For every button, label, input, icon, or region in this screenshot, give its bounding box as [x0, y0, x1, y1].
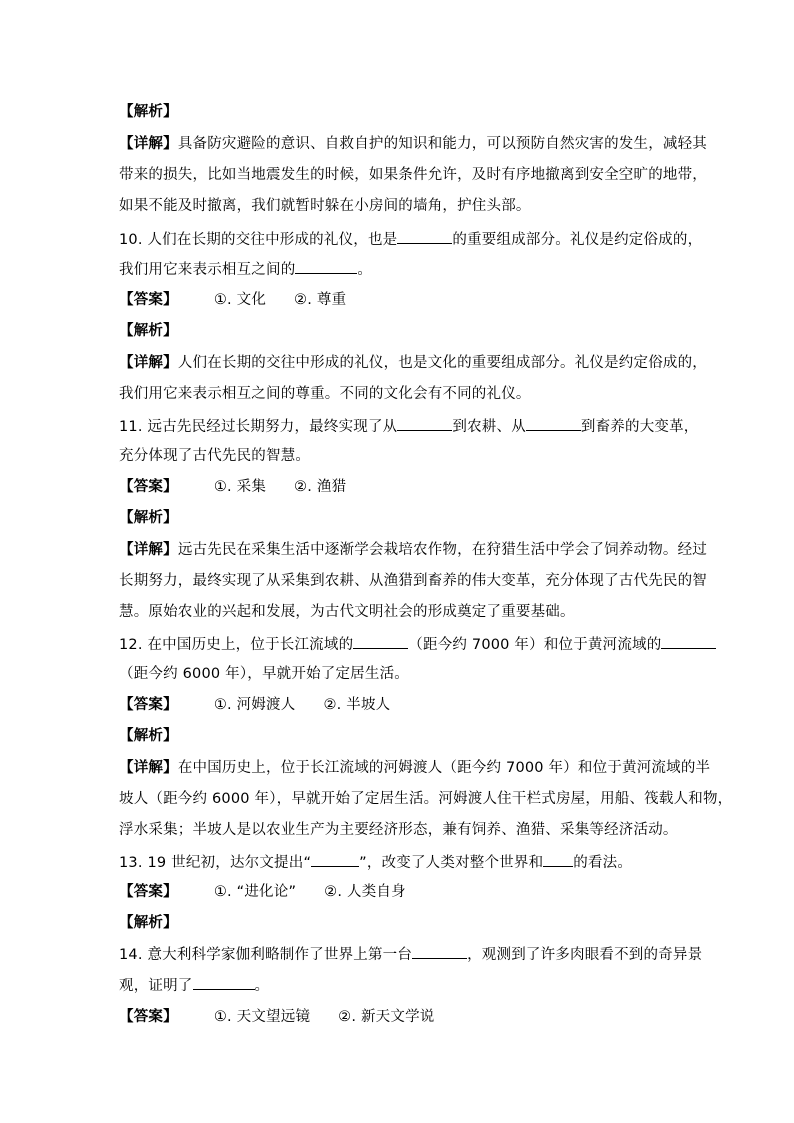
- question-text: 观，证明了: [119, 978, 193, 994]
- question-text: 19 世纪初，达尔文提出“: [147, 855, 312, 871]
- detail-text: 坡人（距今约 6000 年），早就开始了定居生活。河姆渡人住干栏式房屋，用船、筏载人和物，: [119, 791, 733, 807]
- question-text: 的看法。: [573, 855, 633, 871]
- answer-mark: ①.: [213, 292, 232, 308]
- question-10-line-2: [119, 259, 679, 280]
- analysis-heading-13: [119, 913, 679, 933]
- answer-blank: [526, 416, 581, 431]
- question-12-line-2: [119, 664, 679, 684]
- answer-12: [119, 695, 679, 715]
- question-text: ，观测到了许多肉眼看不到的奇异景: [467, 947, 703, 963]
- question-10-line-1: [119, 229, 703, 250]
- question-number: 10.: [119, 232, 143, 248]
- answer-blank: [397, 416, 452, 431]
- analysis-label: 【解析】: [119, 915, 178, 931]
- answer-label: 【答案】: [119, 884, 178, 900]
- analysis-label: 【解析】: [119, 323, 178, 339]
- answer-blank: [397, 229, 452, 244]
- analysis-label: 【解析】: [119, 510, 178, 526]
- answer-label: 【答案】: [119, 479, 178, 495]
- answer-label: 【答案】: [119, 697, 178, 713]
- question-text: 。: [357, 262, 373, 278]
- answer-value: 渔猎: [316, 479, 347, 495]
- detail-text: 人们在长期的交往中形成的礼仪，也是文化的重要组成部分。礼仪是约定俗成的，: [177, 355, 708, 371]
- answer-value: 人类自身: [347, 884, 406, 900]
- detail-10-line-1: [119, 353, 708, 373]
- analysis-heading-9: [119, 102, 679, 122]
- question-14-line-2: [119, 975, 679, 996]
- answer-label: 【答案】: [119, 292, 178, 308]
- detail-9-line-1: [119, 134, 708, 154]
- detail-text: 在中国历史上，位于长江流域的河姆渡人（距今约 7000 年）和位于黄河流域的半: [177, 760, 711, 776]
- answer-mark: ②.: [324, 884, 343, 900]
- detail-12-line-1: [119, 758, 711, 778]
- question-number: 12.: [119, 637, 143, 653]
- question-text: 的重要组成部分。礼仪是约定俗成的，: [452, 232, 703, 248]
- detail-label: 【详解】: [119, 136, 178, 152]
- question-text: 到畜养的大变革，: [580, 419, 699, 435]
- question-text: 远古先民经过长期努力，最终实现了从: [147, 419, 398, 435]
- detail-text: 如果不能及时撤离，我们就暂时躲在小房间的墙角，护住头部。: [119, 198, 531, 214]
- answer-blank: [353, 634, 408, 649]
- answer-value: 文化: [236, 292, 267, 308]
- answer-value: 半坡人: [346, 697, 391, 713]
- analysis-heading-11: [119, 508, 679, 528]
- detail-label: 【详解】: [119, 355, 178, 371]
- detail-text: 慧。原始农业的兴起和发展，为古代文明社会的形成奠定了重要基础。: [119, 604, 575, 620]
- answer-value: 新天文学说: [360, 1009, 435, 1025]
- analysis-label: 【解析】: [119, 728, 178, 744]
- answer-mark: ①.: [213, 884, 232, 900]
- detail-label: 【详解】: [119, 760, 178, 776]
- answer-value: 尊重: [316, 292, 347, 308]
- question-text: 人们在长期的交往中形成的礼仪，也是: [147, 232, 398, 248]
- answer-mark: ①.: [213, 479, 232, 495]
- detail-text: 我们用它来表示相互之间的尊重。不同的文化会有不同的礼仪。: [119, 386, 531, 402]
- detail-11-line-3: [119, 602, 679, 622]
- answer-blank: [412, 944, 467, 959]
- answer-13: [119, 882, 679, 902]
- detail-10-line-2: [119, 384, 679, 404]
- answer-mark: ②.: [294, 479, 313, 495]
- question-text: 。: [254, 978, 270, 994]
- question-number: 14.: [119, 947, 143, 963]
- answer-10: [119, 290, 679, 310]
- question-11-line-2: [119, 446, 679, 466]
- question-11-line-1: [119, 416, 699, 437]
- answer-mark: ①.: [213, 1009, 232, 1025]
- question-text: 意大利科学家伽利略制作了世界上第一台: [147, 947, 413, 963]
- answer-blank: [311, 852, 359, 867]
- detail-text: 远古先民在采集生活中逐渐学会栽培农作物，在狩猎生活中学会了饲养动物。经过: [177, 542, 708, 558]
- question-text: 充分体现了古代先民的智慧。: [119, 448, 311, 464]
- answer-mark: ②.: [323, 697, 342, 713]
- detail-text: 带来的损失，比如当地震发生的时候，如果条件允许，及时有序地撤离到安全空旷的地带，: [119, 167, 707, 183]
- answer-value: 天文望远镜: [236, 1009, 311, 1025]
- question-text: ”，改变了人类对整个世界和: [359, 855, 544, 871]
- question-12-line-1: [119, 634, 679, 655]
- detail-11-line-2: [119, 571, 707, 591]
- detail-text: 具备防灾避险的意识、自救自护的知识和能力，可以预防自然灾害的发生，减轻其: [177, 136, 708, 152]
- detail-9-line-2: [119, 165, 707, 185]
- answer-blank: [661, 634, 716, 649]
- answer-mark: ①.: [213, 697, 232, 713]
- answer-mark: ②.: [338, 1009, 357, 1025]
- answer-14: [119, 1007, 679, 1027]
- answer-value: 河姆渡人: [236, 697, 296, 713]
- detail-11-line-1: [119, 540, 708, 560]
- answer-blank: [543, 852, 573, 867]
- question-text: 到农耕、从: [452, 419, 526, 435]
- detail-12-line-2: [119, 789, 733, 809]
- question-text: 在中国历史上，位于长江流域的: [147, 637, 354, 653]
- detail-label: 【详解】: [119, 542, 178, 558]
- question-number: 13.: [119, 855, 143, 871]
- analysis-label: 【解析】: [119, 104, 178, 120]
- question-text: 我们用它来表示相互之间的: [119, 262, 296, 278]
- question-13-line-1: [119, 852, 679, 873]
- detail-text: 长期努力，最终实现了从采集到农耕、从渔猎到畜养的伟大变革，充分体现了古代先民的智: [119, 573, 707, 589]
- answer-11: [119, 477, 679, 497]
- answer-value: 采集: [236, 479, 267, 495]
- detail-text: 浮水采集；半坡人是以农业生产为主要经济形态，兼有饲养、渔猎、采集等经济活动。: [119, 822, 678, 838]
- analysis-heading-12: [119, 726, 679, 746]
- question-14-line-1: [119, 944, 703, 965]
- question-number: 11.: [119, 419, 143, 435]
- answer-mark: ②.: [294, 292, 313, 308]
- detail-12-line-3: [119, 820, 679, 840]
- detail-9-line-3: [119, 196, 679, 216]
- question-text: （距今约 6000 年），早就开始了定居生活。: [119, 666, 409, 682]
- answer-blank: [193, 975, 255, 990]
- analysis-heading-10: [119, 321, 679, 341]
- answer-blank: [295, 259, 357, 274]
- answer-label: 【答案】: [119, 1009, 178, 1025]
- question-text: （距今约 7000 年）和位于黄河流域的: [408, 637, 662, 653]
- answer-value: “进化论”: [236, 884, 297, 900]
